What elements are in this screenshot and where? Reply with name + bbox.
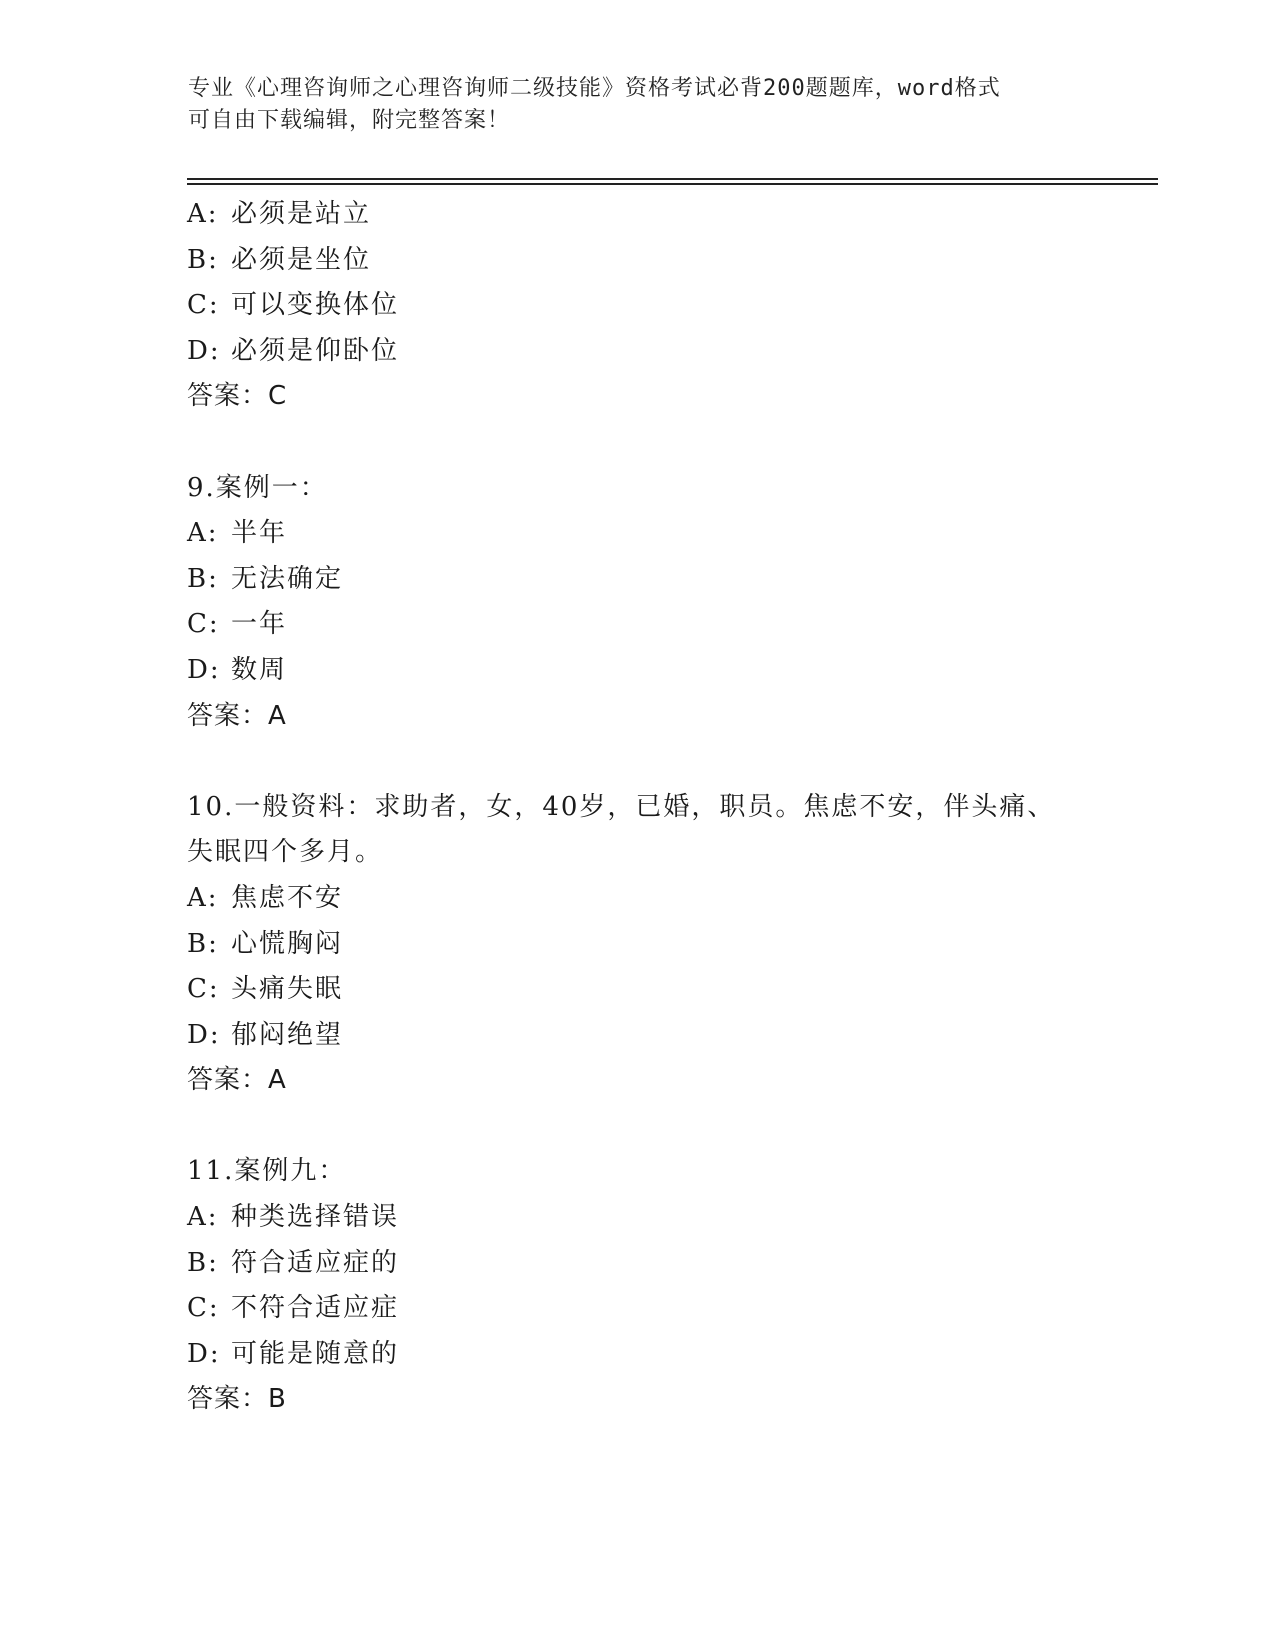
option-label: C: xyxy=(187,974,220,1005)
option-c xyxy=(187,967,1087,1013)
question-stem: 11.案例九： xyxy=(187,1156,347,1187)
option-label: C: xyxy=(187,1293,220,1324)
option-text: 数周 xyxy=(231,654,288,685)
option-label: C: xyxy=(187,609,220,640)
question-stem: 10.一般资料：求助者，女，40岁，已婚，职员。焦虑不安，伴头痛、 xyxy=(187,791,1056,822)
question-stem-continued: 失眠四个多月。 xyxy=(187,837,384,868)
option-text: 可以变换体位 xyxy=(231,290,400,321)
spacer xyxy=(187,1104,1087,1150)
option-a xyxy=(187,192,1087,238)
option-text: 焦虑不安 xyxy=(231,882,344,913)
option-a xyxy=(187,511,1087,557)
option-text: 必须是站立 xyxy=(231,199,372,229)
answer-line: 答案：A xyxy=(187,700,287,731)
option-label: A: xyxy=(187,518,219,549)
option-b xyxy=(187,1241,1087,1287)
option-c xyxy=(187,1286,1087,1332)
header-line-1: 专业《心理咨询师之心理咨询师二级技能》资格考试必背200题题库，word格式 xyxy=(188,76,1001,101)
option-text: 郁闷绝望 xyxy=(231,1019,344,1050)
option-text: 种类选择错误 xyxy=(231,1202,400,1233)
header-line-2: 可自由下载编辑，附完整答案！ xyxy=(188,108,511,133)
spacer xyxy=(187,420,1087,466)
option-text: 心慌胸闷 xyxy=(231,928,344,959)
option-label: A: xyxy=(187,1202,219,1233)
option-b xyxy=(187,557,1087,603)
option-d xyxy=(187,1013,1087,1059)
option-text: 符合适应症的 xyxy=(231,1247,400,1278)
option-label: B: xyxy=(187,928,219,959)
option-label: A: xyxy=(187,199,219,229)
option-text: 可能是随意的 xyxy=(231,1338,400,1369)
option-a xyxy=(187,876,1087,922)
option-text: 不符合适应症 xyxy=(231,1293,400,1324)
document-header xyxy=(188,73,1088,137)
option-b xyxy=(187,922,1087,968)
spacer xyxy=(187,739,1087,785)
option-c xyxy=(187,602,1087,648)
option-b xyxy=(187,238,1087,284)
answer-line: 答案：C xyxy=(187,381,288,412)
option-label: B: xyxy=(187,1247,219,1278)
option-label: B: xyxy=(187,563,219,594)
question-stem: 9.案例一： xyxy=(187,472,328,503)
option-a xyxy=(187,1195,1087,1241)
option-text: 一年 xyxy=(231,609,288,640)
option-text: 头痛失眠 xyxy=(231,974,344,1005)
option-label: B: xyxy=(187,244,219,275)
header-divider-bottom xyxy=(187,183,1158,185)
option-text: 必须是坐位 xyxy=(231,244,372,275)
answer-line: 答案：A xyxy=(187,1065,287,1096)
option-text: 无法确定 xyxy=(231,563,344,594)
option-label: D: xyxy=(187,335,221,366)
option-label: D: xyxy=(187,1019,221,1050)
option-text: 必须是仰卧位 xyxy=(231,335,400,366)
option-label: C: xyxy=(187,290,220,321)
option-label: D: xyxy=(187,1338,221,1369)
header-divider-top xyxy=(187,178,1158,180)
option-d xyxy=(187,329,1087,375)
option-d xyxy=(187,648,1087,694)
option-c xyxy=(187,283,1087,329)
option-d xyxy=(187,1332,1087,1378)
option-label: D: xyxy=(187,654,221,685)
option-label: A: xyxy=(187,882,219,913)
question-list xyxy=(187,192,1087,1423)
option-text: 半年 xyxy=(231,518,288,549)
answer-line: 答案：B xyxy=(187,1384,287,1415)
